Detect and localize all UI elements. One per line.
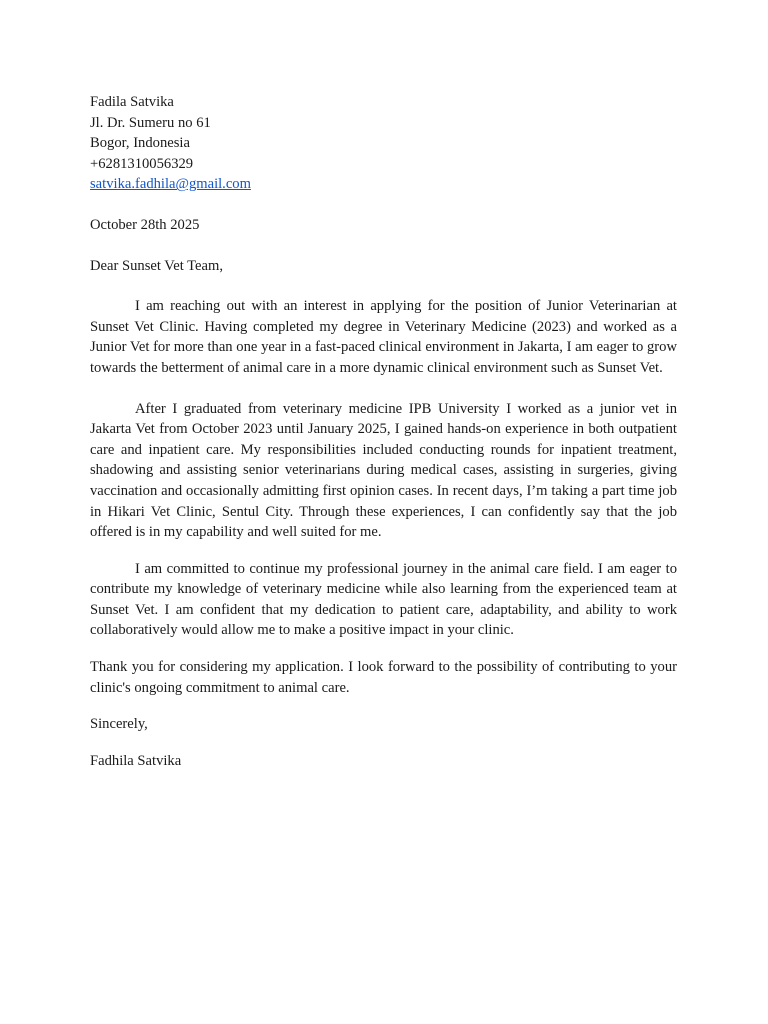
signature-name: Fadhila Satvika (90, 752, 182, 769)
sender-email-link[interactable]: satvika.fadhila@gmail.com (90, 176, 251, 193)
sender-name: Fadila Satvika (90, 94, 174, 110)
salutation: Dear Sunset Vet Team, (90, 257, 223, 274)
sender-city: Bogor, Indonesia (90, 135, 190, 152)
body-paragraph-1: I am reaching out with an interest in applying for the position of Junior Veterinarian at Sunset Vet Clinic. Having completed my degree in Veterinary Medicine (2023) and worked as a Junior Vet for more than one year in a fast-paced clinical environment in Jakarta, I am eager to grow towards the betterment of animal care in a more dynamic clinical environment such as Sunset Vet. (90, 298, 677, 376)
closing: Sincerely, (90, 716, 148, 733)
cover-letter (90, 92, 677, 771)
body-paragraph-2: After I graduated from veterinary medicine IPB University I worked as a junior vet in Jakarta Vet from October 2023 until January 2025, I gained hands-on experience in both outpatient care and inpatient care. My responsibilities included conducting rounds for inpatient treatment, shadowing and assisting senior veterinarians during medical cases, assisting in surgeries, giving vaccination and occasionally admitting first opinion cases. In recent days, I’m taking a part time job in Hikari Vet Clinic, Sentul City. Through these experiences, I can confidently say that the job offered is in my capability and well suited for me. (90, 400, 677, 541)
sender-street: Jl. Dr. Sumeru no 61 (90, 114, 211, 131)
sender-phone: +6281310056329 (90, 155, 194, 172)
body-paragraph-4: Thank you for considering my application. I look forward to the possibility of contributing to your clinic's ongoing commitment to animal care. (90, 659, 677, 696)
body-paragraph-3: I am committed to continue my professional journey in the animal care field. I am eager to contribute my knowledge of veterinary medicine while also learning from the experienced team at Sunset Vet. I am confident that my dedication to patient care, adaptability, and ability to work collaboratively would allow me to make a positive impact in your clinic. (90, 560, 677, 639)
letter-date: October 28th 2025 (90, 216, 200, 233)
sender-address-block (90, 92, 677, 195)
